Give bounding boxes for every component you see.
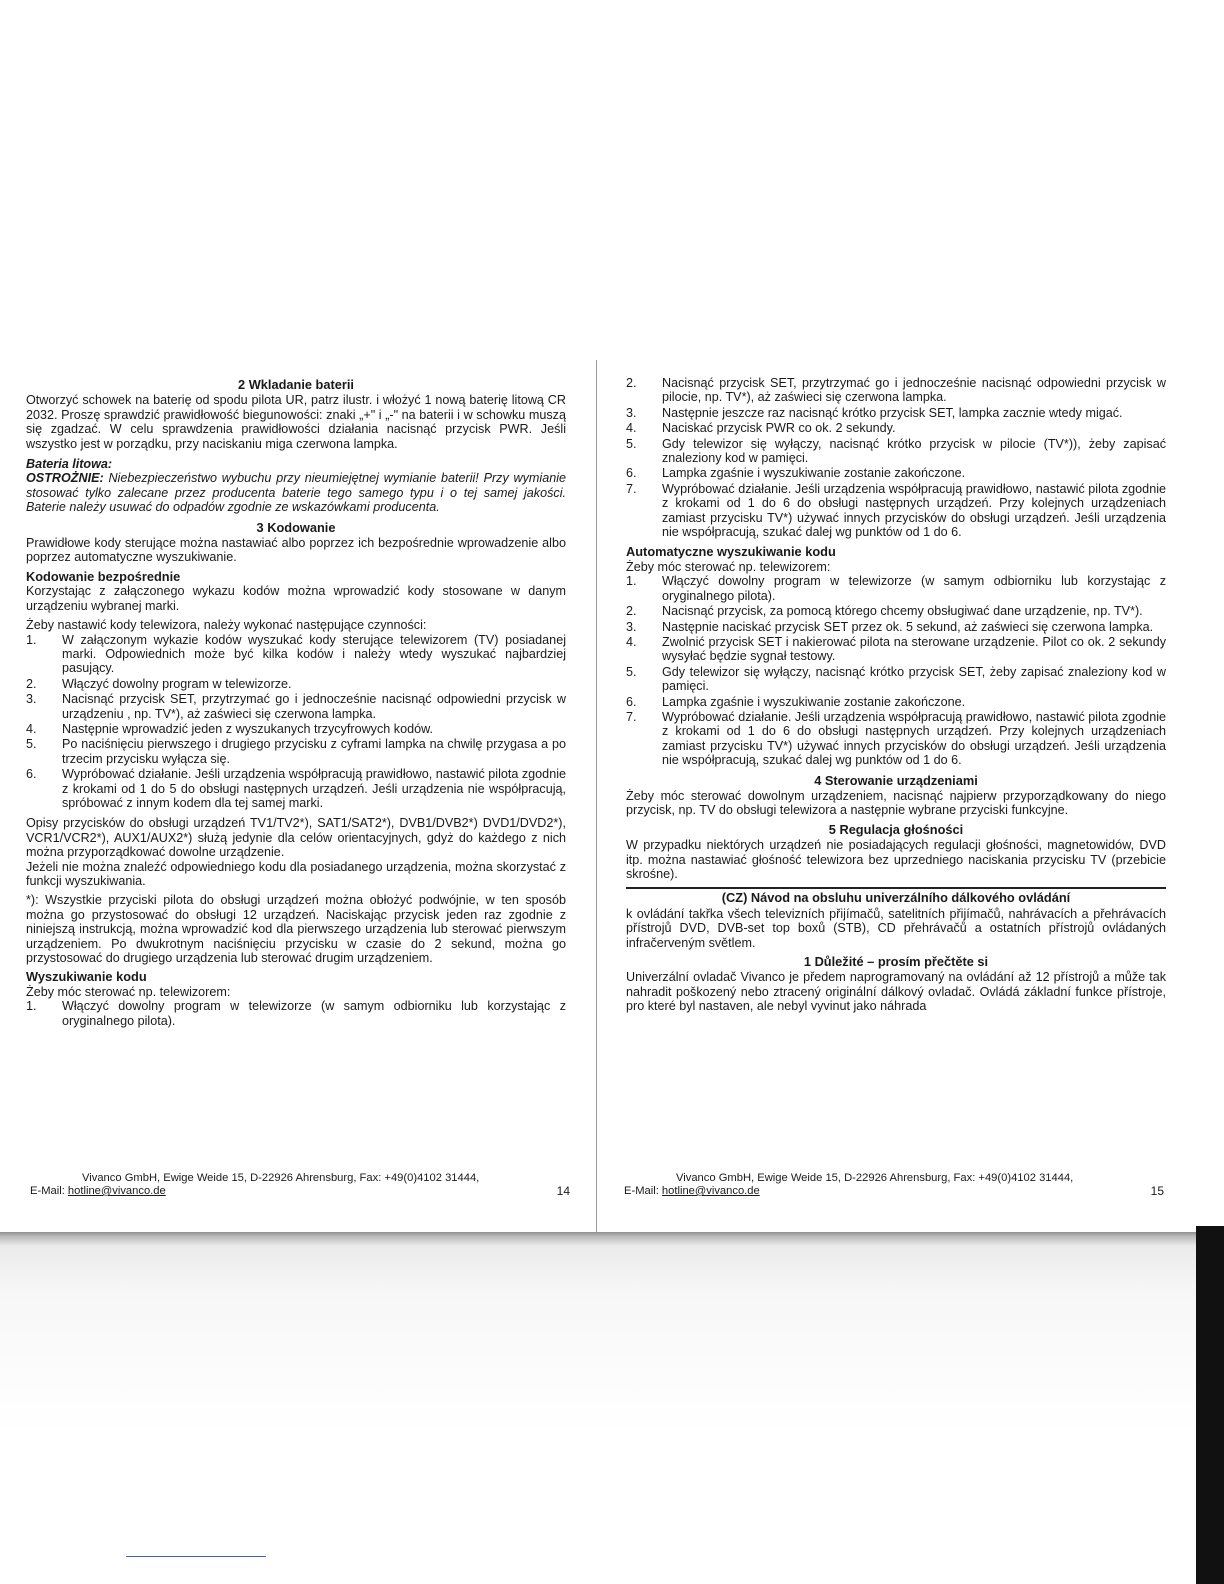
list-item [626,635,1166,664]
step-text: Gdy telewizor się wyłączy, nacisnąć krótko przycisk w pilocie (TV*)), żeby zapisać znaleziony kod w pamięci. [662,436,1166,466]
no-code-hint: Jeżeli nie można znaleźć odpowiedniego kodu dla posiadanego urządzenia, można skorzystać z funkcji wyszukiwania. [26,859,566,888]
footer-right [624,1172,1164,1198]
auto-search-steps [626,574,1166,767]
step-text: Nacisnąć przycisk SET, przytrzymać go i jednocześnie nacisnąć odpowiedni przycisk w pilocie, np. TV*), aż zaświeci się czerwona lampka. [662,376,1166,405]
step-number: 7. [626,481,637,496]
cz-manual-title: (CZ) Návod na obsluhu univerzálního dálkového ovládání [626,887,1166,905]
list-item [626,695,1166,709]
list-item [26,999,566,1028]
step-number: 4. [626,634,637,649]
section-title-batteries: 2 Wkladanie baterii [238,377,354,392]
list-item [626,710,1166,768]
code-search-intro: Żeby móc sterować np. telewizorem: [26,984,231,999]
list-item [26,677,566,691]
step-text: Włączyć dowolny program w telewizorze (w samym odbiorniku lub korzystając z oryginalnego pilota). [62,999,566,1028]
footer-email-line [624,1185,1164,1198]
footer-address: Vivanco GmbH, Ewige Weide 15, D-22926 Ahrensburg, Fax: +49(0)4102 31444, [676,1172,1074,1184]
warning-text: Niebezpieczeństwo wybuchu przy nieumiejętnej wymianie baterii! Przy wymianie stosować tylko zalecane przez producenta baterie tego samego typu i o tej samej jakości. Baterie należy usuwać do odpadów zgodnie ze wskazówkami producenta. [26,471,567,515]
step-text: Lampka zgaśnie i wyszukiwanie zostanie zakończone. [662,466,966,481]
page-number: 14 [556,1184,570,1198]
section-title-device-control: 4 Sterowanie urządzeniami [814,772,978,788]
step-text: Nacisnąć przycisk SET, przytrzymać go i jednocześnie nacisnąć odpowiedni przycisk w urządzeniu , np. TV*), aż zaświeci się czerwona lampka. [62,692,566,721]
page-divider [596,360,597,1232]
step-number: 6. [26,767,37,782]
tv-coding-intro: Żeby nastawić kody telewizora, należy wykonać następujące czynności: [26,618,427,633]
step-text: Wypróbować działanie. Jeśli urządzenia współpracują prawidłowo, nastawić pilota zgodnie z krokami od 1 do 6 do obsługi następnych urządzeń. Przy kolejnych urządzeniach zamiast przycisku TV*) używać innych przycisków do obsługi urządzeń. Jeśli urządzenia nie współpracują, szukać dalej wg punktów od 1 do 6. [662,709,1166,768]
step-text: Wypróbować działanie. Jeśli urządzenia współpracują prawidłowo, nastawić pilota zgodnie z krokami od 1 do 6 do obsługi następnych urządzeń. Przy kolejnych urządzeniach zamiast przycisku TV*) używać innych przycisków do obsługi urządzeń. Jeśli urządzenia nie współpracują, szukać dalej wg punktów od 1 do 6. [662,481,1166,540]
code-search-steps-continued [626,376,1166,539]
cz-intro: k ovládání takřka všech televizních přijímačů, satelitních přijímačů, nahrávacích a přehrávacích přístrojů DVD, DVB-set top boxů (STB), CD přehrávačů a ostatních přístrojů ovládaných infračerveným světlem. [626,906,1166,950]
step-text: Następnie wprowadzić jeden z wyszukanych trzycyfrowych kodów. [62,721,433,736]
list-item [26,767,566,810]
list-item [626,437,1166,466]
list-item [626,574,1166,603]
list-item [26,722,566,736]
list-item [626,482,1166,540]
step-number: 4. [626,421,637,436]
list-item [626,620,1166,634]
footer-email-label: E-Mail: [30,1185,65,1197]
double-assignment-note: *): Wszystkie przyciski pilota do obsługi urządzeń można obłożyć podwójnie, w ten sposób można go przystosować do obsługi 12 urządzeń. Naciskając przycisk jeden raz zgodnie z niniejszą instrukcją, można wprowadzić kod dla pierwszego urządzenia lub sterować pierwszym urządzeniem. Po dwukrotnym naciśnięciu przycisku w czasie do 2 sekund, można go przystosować do drugiego urządzenia lub sterować drugim urządzeniem. [26,893,566,966]
list-item [626,466,1166,480]
section-title-volume: 5 Regulacja głośności [828,821,964,837]
cz-section-important: 1 Důležité – prosím přečtěte si [803,954,989,970]
direct-coding-steps [26,633,566,811]
step-number: 7. [626,709,637,724]
step-text: Wypróbować działanie. Jeśli urządzenia współpracują prawidłowo, nastawić pilota zgodnie z krokami od 1 do 5 do obsługi następnych urządzeń. Jeśli urządzenia nie współpracują, spróbować z innym kodem dla tej samej marki. [62,767,566,810]
step-text: Następnie naciskać przycisk SET przez ok. 5 sekund, aż zaświeci się czerwona lampka. [662,619,1154,634]
code-search-steps [26,999,566,1028]
list-item [626,665,1166,694]
page-number: 15 [1150,1184,1164,1198]
section-title-coding: 3 Kodowanie [256,519,336,535]
list-item [26,633,566,676]
step-number: 3. [626,405,637,420]
auto-search-intro: Żeby móc sterować np. telewizorem: [626,559,831,574]
step-text: W załączonym wykazie kodów wyszukać kody sterujące telewizorem (TV) posiadanej marki. Odpowiednich może być kilka kodów i należy wtedy wyszukać najbardziej pasujący. [62,632,566,676]
step-number: 2. [626,604,637,619]
step-number: 5. [626,436,637,451]
subsection-code-search: Wyszukiwanie kodu [26,969,147,985]
step-text: Zwolnić przycisk SET i nakierować pilota na sterowane urządzenie. Pilot co ok. 2 sekundy wysyłać będzie sygnał testowy. [662,634,1166,664]
warning-label: OSTROŻNIE: [26,471,104,486]
step-text: Następnie jeszcze raz nacisnąć krótko przycisk SET, lampka zacznie wtedy migać. [662,405,1123,420]
footer-email-link[interactable]: hotline@vivanco.de [67,1185,166,1197]
footer-left [30,1172,570,1198]
footer-address: Vivanco GmbH, Ewige Weide 15, D-22926 Ahrensburg, Fax: +49(0)4102 31444, [82,1172,480,1184]
step-text: Po naciśnięciu pierwszego i drugiego przycisku z cyframi lampka na chwilę przygasa a po trzecim przycisku wyłącza się. [62,737,566,766]
step-text: Gdy telewizor się wyłączy, nacisnąć krótko przycisk SET, żeby zapisać znaleziony kod w pamięci. [662,664,1166,694]
step-number: 1. [26,632,37,647]
batteries-paragraph: Otworzyć schowek na baterię od spodu pilota UR, patrz ilustr. i włożyć 1 nową baterię litową CR 2032. Proszę sprawdzić prawidłowość biegunowości: znaki „+" i „-" na baterii i w schowku muszą się zgadzać. W celu sprawdzenia prawidłowości działania nacisnąć przycisk PWR. Jeśli wszystko jest w porządku, przy naciskaniu miga czerwona lampka. [26,393,566,451]
device-control-paragraph: Żeby móc sterować dowolnym urządzeniem, nacisnąć najpierw przyporządkowany do niego przycisk, np. TV do obsługi telewizora a następnie wybrane przyciski funkcyjne. [626,788,1166,818]
step-number: 3. [626,619,637,634]
button-descriptions: Opisy przycisków do obsługi urządzeń TV1/TV2*), SAT1/SAT2*), DVB1/DVB2*) DVD1/DVD2*), VCR1/VCR2*), AUX1/AUX2*) służą jedynie dla celów orientacyjnych, gdyż do każdego z nich można przyporządkować dowolne urządzenie. [26,816,566,860]
step-text: Włączyć dowolny program w telewizorze. [62,676,292,691]
list-item [626,406,1166,420]
footer-email-label: E-Mail: [624,1185,659,1197]
subsection-auto-search: Automatyczne wyszukiwanie kodu [626,544,836,560]
list-item [26,692,566,721]
warning-body [26,471,566,514]
step-text: Naciskać przycisk PWR co ok. 2 sekundy. [662,421,896,436]
left-page [26,376,566,1034]
footer-email-link[interactable]: hotline@vivanco.de [661,1185,760,1197]
right-page [626,376,1166,1019]
direct-coding-paragraph: Korzystając z załączonego wykazu kodów można wprowadzić kody stosowane w danym urządzeniu wybranej marki. [26,584,566,613]
volume-paragraph: W przypadku niektórych urządzeń nie posiadających regulacji głośności, magnetowidów, DVD itp. można nastawiać głośność telewizora bez uprzedniego naciskania przycisku TV (przebicie skrośne). [626,838,1166,881]
step-text: Włączyć dowolny program w telewizorze (w samym odbiorniku lub korzystając z oryginalnego pilota). [662,574,1166,603]
step-number: 1. [626,574,637,589]
list-item [626,604,1166,618]
coding-intro: Prawidłowe kody sterujące można nastawiać albo poprzez ich bezpośrednie wprowadzenie albo poprzez automatyczne wyszukiwanie. [26,536,566,565]
step-number: 6. [626,694,637,709]
list-item [26,737,566,766]
scan-dark-edge [1196,1226,1224,1584]
step-number: 5. [626,664,637,679]
step-text: Lampka zgaśnie i wyszukiwanie zostanie zakończone. [662,694,966,709]
step-number: 6. [626,466,637,481]
list-item [626,421,1166,435]
step-number: 4. [26,721,37,736]
footer-email-line [30,1185,570,1198]
step-number: 2. [26,676,37,691]
bottom-link-underline [126,1556,266,1557]
battery-warning [26,457,566,515]
warning-title: Bateria litowa: [26,457,113,472]
step-number: 3. [26,692,37,707]
scan-shadow-band [0,1232,1224,1584]
step-number: 1. [26,999,37,1014]
subsection-direct-coding: Kodowanie bezpośrednie [26,568,181,584]
cz-important-paragraph: Univerzální ovladač Vivanco je předem naprogramovaný na ovládání až 12 přístrojů a může tak nahradit poškozený nebo ztracený originální dálkový ovladač. Ovládá základní funkce přístroje, pro které byl nastaven, ale nebyl vyvinut jako náhrada [626,970,1166,1014]
list-item [626,376,1166,405]
step-text: Nacisnąć przycisk, za pomocą którego chcemy obsługiwać dane urządzenie, np. TV*). [662,604,1143,619]
step-number: 2. [626,376,637,390]
step-number: 5. [26,737,37,752]
